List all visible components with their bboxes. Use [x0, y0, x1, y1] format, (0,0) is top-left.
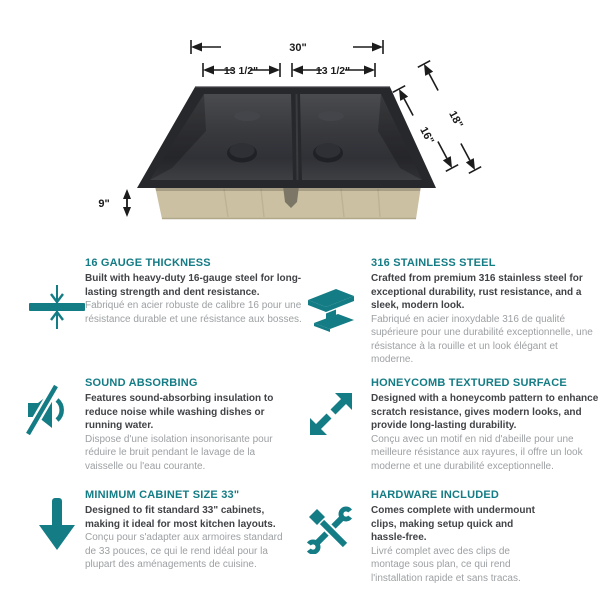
- dimension-label-9: 9": [98, 198, 110, 210]
- feature-316-stainless-steel: [371, 257, 600, 367]
- dimension-label-16: 16": [417, 125, 437, 147]
- thickness-compress-icon: [26, 284, 88, 335]
- dimension-bowl-height: [98, 189, 131, 217]
- feature-heading: SOUND ABSORBING: [85, 377, 198, 389]
- dimension-label-18: 18": [446, 109, 466, 131]
- dimension-outer-depth: [418, 61, 481, 174]
- down-arrow-icon: [36, 496, 78, 559]
- feature-heading: HARDWARE INCLUDED: [371, 489, 500, 501]
- feature-description-fr: Fabriqué en acier robuste de calibre 16 pour une résistance durable et une résistance aux bosses.: [85, 300, 302, 325]
- steel-beam-icon: [306, 286, 356, 337]
- feature-description-fr: Conçu avec un motif en nid d'abeille pour une meilleure résistance aux rayures, il offre un look moderne et une durabilité exceptionnelle.: [371, 433, 583, 472]
- feature-description-fr: Livré complet avec des clips de montage sous plan, ce qui rend l'installation rapide et sans tracas.: [371, 545, 521, 584]
- crossed-tools-icon: [304, 504, 354, 559]
- dimension-overall-width: [191, 40, 383, 54]
- feature-honeycomb-surface: [371, 377, 600, 473]
- feature-heading: HONEYCOMB TEXTURED SURFACE: [371, 377, 567, 389]
- sink-diagram: [0, 0, 600, 250]
- feature-description-en: Comes complete with undermount clips, making setup quick and hassle-free.: [371, 505, 535, 543]
- mute-speaker-icon: [22, 384, 78, 441]
- feature-sound-absorbing: [85, 377, 290, 473]
- feature-description-en: Built with heavy-duty 16-gauge steel for long-lasting strength and dent resistance.: [85, 273, 302, 298]
- expand-arrows-icon: [309, 392, 353, 441]
- feature-hardware-included: [371, 489, 549, 585]
- sink-basin: [137, 87, 436, 188]
- dimension-left-bowl-width: [203, 63, 280, 77]
- feature-16-gauge-thickness: [85, 257, 313, 326]
- feature-description-en: Features sound-absorbing insulation to reduce noise while washing dishes or running water.: [85, 393, 274, 431]
- feature-minimum-cabinet-size: [85, 489, 290, 572]
- dimension-right-bowl-width: [292, 63, 375, 77]
- sink-underbody: [155, 186, 421, 219]
- dimension-label-13half-left: 13 1/2": [223, 65, 259, 77]
- feature-description-en: Crafted from premium 316 stainless steel for exceptional durability, rust resistance, and a sleek, modern look.: [371, 273, 583, 311]
- dimension-label-30: 30": [289, 42, 307, 54]
- feature-description-fr: Fabriqué en acier inoxydable 316 de qualité supérieure pour une durabilité exceptionnelle, une résistance à la rouille et un look élégant et moderne.: [371, 313, 593, 365]
- dimension-label-13half-right: 13 1/2": [315, 65, 351, 77]
- feature-heading: 316 STAINLESS STEEL: [371, 257, 496, 269]
- feature-heading: MINIMUM CABINET SIZE 33": [85, 489, 240, 501]
- feature-description-en: Designed with a honeycomb pattern to enhance scratch resistance, gives modern looks, and provide long-lasting durability.: [371, 393, 599, 431]
- feature-description-fr: Dispose d'une isolation insonorisante pour réduire le bruit pendant le lavage de la vaisselle ou l'eau courante.: [85, 433, 273, 472]
- feature-heading: 16 GAUGE THICKNESS: [85, 257, 211, 269]
- feature-description-fr: Conçu pour s'adapter aux armoires standard de 33 pouces, ce qui le rend idéal pour la plupart des aménagements de cuisine.: [85, 532, 283, 570]
- feature-description-en: Designed to fit standard 33" cabinets, making it ideal for most kitchen layouts.: [85, 505, 276, 530]
